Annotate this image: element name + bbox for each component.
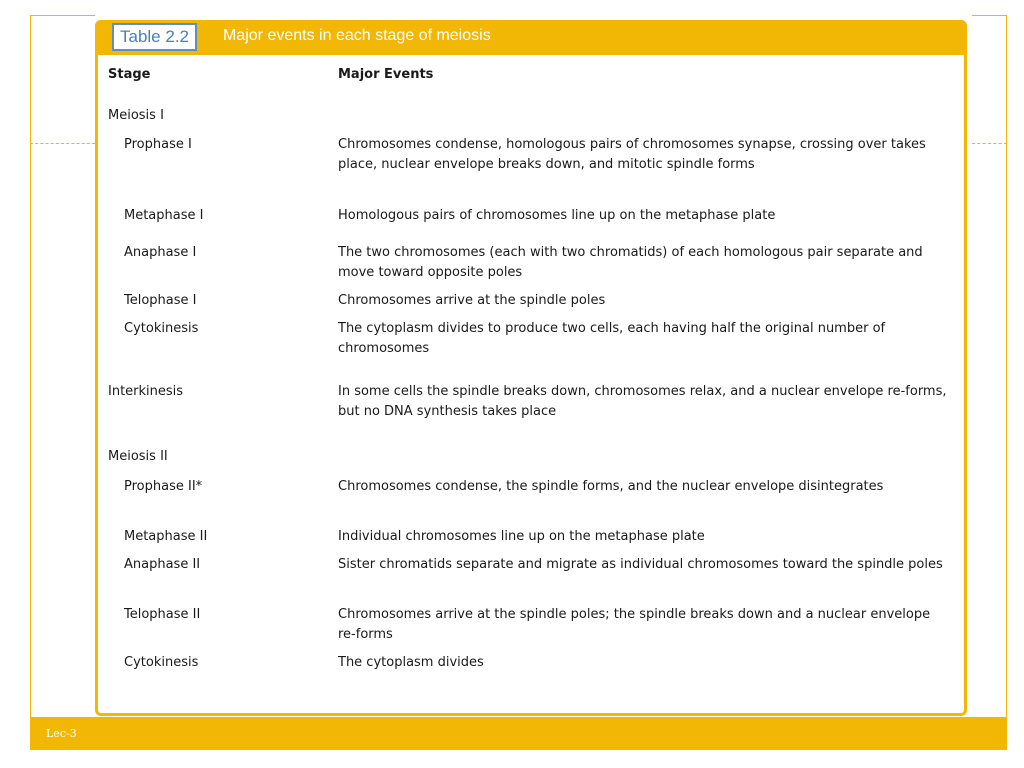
- table-row-stage: Meiosis II: [108, 449, 168, 464]
- meiosis-table: [95, 20, 967, 716]
- table-row-events: Chromosomes arrive at the spindle poles; the spindle breaks down and a nuclear envelope re-forms: [338, 607, 931, 642]
- table-row-stage: Cytokinesis: [124, 321, 199, 336]
- table-row-stage: Prophase I: [124, 137, 192, 152]
- column-header-major-events: Major Events: [338, 67, 434, 82]
- table-title: Major events in each stage of meiosis: [223, 27, 491, 44]
- slide-divider-right: [972, 143, 1007, 144]
- table-row-events: Sister chromatids separate and migrate as individual chromosomes toward the spindle poles: [338, 557, 943, 572]
- table-number-badge: Table 2.2: [112, 23, 197, 51]
- table-row-stage: Prophase II*: [124, 479, 203, 494]
- slide-border-top-left: [30, 15, 95, 16]
- table-row-events: Chromosomes arrive at the spindle poles: [338, 293, 606, 308]
- footer-label: Lec-3: [46, 727, 77, 740]
- table-row-stage: Telophase I: [124, 293, 197, 308]
- table-row-stage: Anaphase I: [124, 245, 197, 260]
- table-row-events: The cytoplasm divides: [338, 655, 484, 670]
- table-row-stage: Interkinesis: [108, 384, 184, 399]
- table-row-stage: Metaphase I: [124, 208, 204, 223]
- table-row-events: Individual chromosomes line up on the metaphase plate: [338, 529, 705, 544]
- slide-border-right: [1006, 15, 1007, 750]
- table-row-events: The two chromosomes (each with two chromatids) of each homologous pair separate and move toward opposite poles: [338, 245, 923, 280]
- slide-divider-left: [30, 143, 95, 144]
- slide-border-left: [30, 15, 31, 750]
- table-row-events: Chromosomes condense, the spindle forms, and the nuclear envelope disintegrates: [338, 479, 884, 494]
- table-row-events: The cytoplasm divides to produce two cells, each having half the original number of chromosomes: [338, 321, 886, 356]
- table-row-events: Chromosomes condense, homologous pairs of chromosomes synapse, crossing over takes place, nuclear envelope breaks down, and mitotic spindle forms: [338, 137, 926, 172]
- table-row-stage: Anaphase II: [124, 557, 201, 572]
- table-row-events: In some cells the spindle breaks down, chromosomes relax, and a nuclear envelope re-forms, but no DNA synthesis takes place: [338, 384, 947, 419]
- footer-bar: [30, 717, 1007, 750]
- table-row-stage: Cytokinesis: [124, 655, 199, 670]
- table-row-stage: Telophase II: [124, 607, 201, 622]
- table-header-bar: [95, 20, 967, 55]
- slide-border-top-right: [972, 15, 1007, 16]
- table-row-stage: Meiosis I: [108, 108, 164, 123]
- table-row-stage: Metaphase II: [124, 529, 208, 544]
- table-row-events: Homologous pairs of chromosomes line up on the metaphase plate: [338, 208, 776, 223]
- column-header-stage: Stage: [108, 67, 151, 82]
